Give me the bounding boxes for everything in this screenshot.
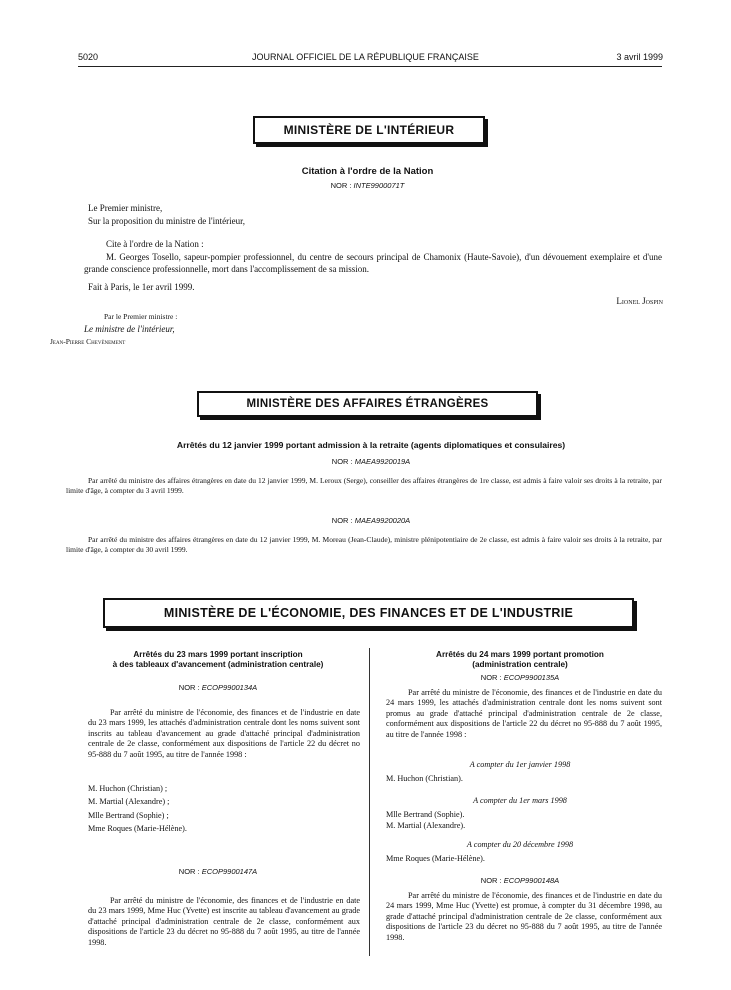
name-list [88,784,187,835]
section-title: Arrêtés du 12 janvier 1999 portant admission à la retraite (agents diplomatiques et consulaires) [176,440,566,450]
section-title: Citation à l'ordre de la Nation [301,166,434,177]
page-number: 5020 [78,52,99,62]
list-item: Mlle Bertrand (Sophie) ; [88,810,169,820]
cite-line: Cite à l'ordre de la Nation : [106,239,204,249]
column-divider [369,648,370,956]
decree-paragraph: Par arrêté du ministre de l'économie, des finances et de l'industrie en date du 23 mars 1999, les attachés d'administration centrale dont les noms suivent sont inscrits au tableau d'avancement au grade d'attaché principal d'administration centrale de 2e classe, conformément aux dispositions de l'article 22 du décret no 95-888 du 7 août 1995, au titre de l'année 1998 : [88,708,360,759]
decree-paragraph: Par arrêté du ministre de l'économie, des finances et de l'industrie en date du 23 mars 1999, Mme Huc (Yvette) est inscrite au tableau d'avancement au grade d'attaché principal d'administration centrale de 2e classe, conformément aux dispositions de l'article 23 du décret no 95-888 du 7 août 1995, au titre de l'année 1998. [88,896,360,947]
effective-date: A compter du 20 décembre 1998 [466,840,574,849]
decree-paragraph: Par arrêté du ministre de l'économie, des finances et de l'industrie en date du 24 mars 1999, les attachés d'administration centrale dont les noms suivent sont promus au grade d'attaché principal d'administration centrale de 2e classe, conformément aux dispositions de l'article 22 du décret no 95-888 du 7 août 1995, au titre de l'année 1998 : [386,688,662,739]
nor-reference: NOR : ECOP9900135A [480,673,560,682]
citation-body: M. Georges Tosello, sapeur-pompier professionnel, du centre de secours principal de Chamonix (Haute-Savoie), d'un dévouement exemplaire et d'une grande conscience professionnelle, mort dans l'accomplissement de sa mission. [84,252,662,274]
decree-paragraph: Par arrêté du ministre des affaires étrangères en date du 12 janvier 1999, M. Moreau (Jean-Claude), ministre plénipotentiaire de 2e classe, est admis à faire valoir ses droits à la retraite, par limite d'âge, à compter du 30 avril 1999. [66,535,662,554]
section-title: Arrêtés du 23 mars 1999 portant inscription à des tableaux d'avancement (administration centrale) [112,650,324,669]
decree-paragraph: Par arrêté du ministre de l'économie, des finances et de l'industrie en date du 24 mars 1999, Mme Huc (Yvette) est promue, à compter du 31 décembre 1998, au grade d'attaché principal d'administration centrale de 2e classe, conformément aux dispositions de l'article 23 du décret no 95-888 du 7 août 1995, au titre de l'année 1998. [386,891,662,942]
list-item: M. Huchon (Christian). [386,774,463,783]
done-at: Fait à Paris, le 1er avril 1999. [88,282,195,292]
ministry-interieur-box: MINISTÈRE DE L'INTÉRIEUR [253,116,485,144]
list-item: M. Huchon (Christian) ; [88,784,168,793]
minister-name: Jean-Pierre Chevènement [50,337,126,346]
section-title: Arrêtés du 24 mars 1999 portant promotion (administration centrale) [436,650,604,669]
list-item: Mme Roques (Marie-Hélène). [386,854,485,863]
issue-date: 3 avril 1999 [616,52,663,62]
ministry-etrangeres-box: MINISTÈRE DES AFFAIRES ÉTRANGÈRES [197,391,538,417]
list-item: Mlle Bertrand (Sophie). [386,810,465,819]
header-rule [78,66,662,67]
decree-paragraph: Par arrêté du ministre des affaires étrangères en date du 12 janvier 1999, M. Leroux (Serge), conseiller des affaires étrangères de 1re classe, est admis à faire valoir ses droits à la retraite, par limite d'âge, à compter du 3 avril 1999. [66,476,662,495]
nor-reference: NOR : MAEA9920019A [331,457,411,466]
signatory: Lionel Jospin [616,296,663,306]
ministry-economie-box: MINISTÈRE DE L'ÉCONOMIE, DES FINANCES ET DE L'INDUSTRIE [103,598,634,628]
effective-date: A compter du 1er mars 1998 [473,796,567,805]
nor-reference: NOR : ECOP9900134A [178,683,258,692]
intro-line: Sur la proposition du ministre de l'intérieur, [88,216,245,226]
journal-title: JOURNAL OFFICIEL DE LA RÉPUBLIQUE FRANÇAISE [252,52,479,62]
nor-reference: NOR : ECOP9900148A [480,876,560,885]
intro-line: Le Premier ministre, [88,203,163,213]
nor-reference: NOR : INTE9900071T [330,181,405,190]
nor-reference: NOR : ECOP9900147A [178,867,258,876]
list-item: Mme Roques (Marie-Hélène). [88,824,187,834]
list-item: M. Martial (Alexandre). [386,821,466,830]
effective-date: A compter du 1er janvier 1998 [469,760,571,769]
list-item: M. Martial (Alexandre) ; [88,797,170,807]
nor-reference: NOR : MAEA9920020A [331,516,411,525]
by-pm: Par le Premier ministre : [104,312,178,321]
minister-title: Le ministre de l'intérieur, [84,324,175,334]
